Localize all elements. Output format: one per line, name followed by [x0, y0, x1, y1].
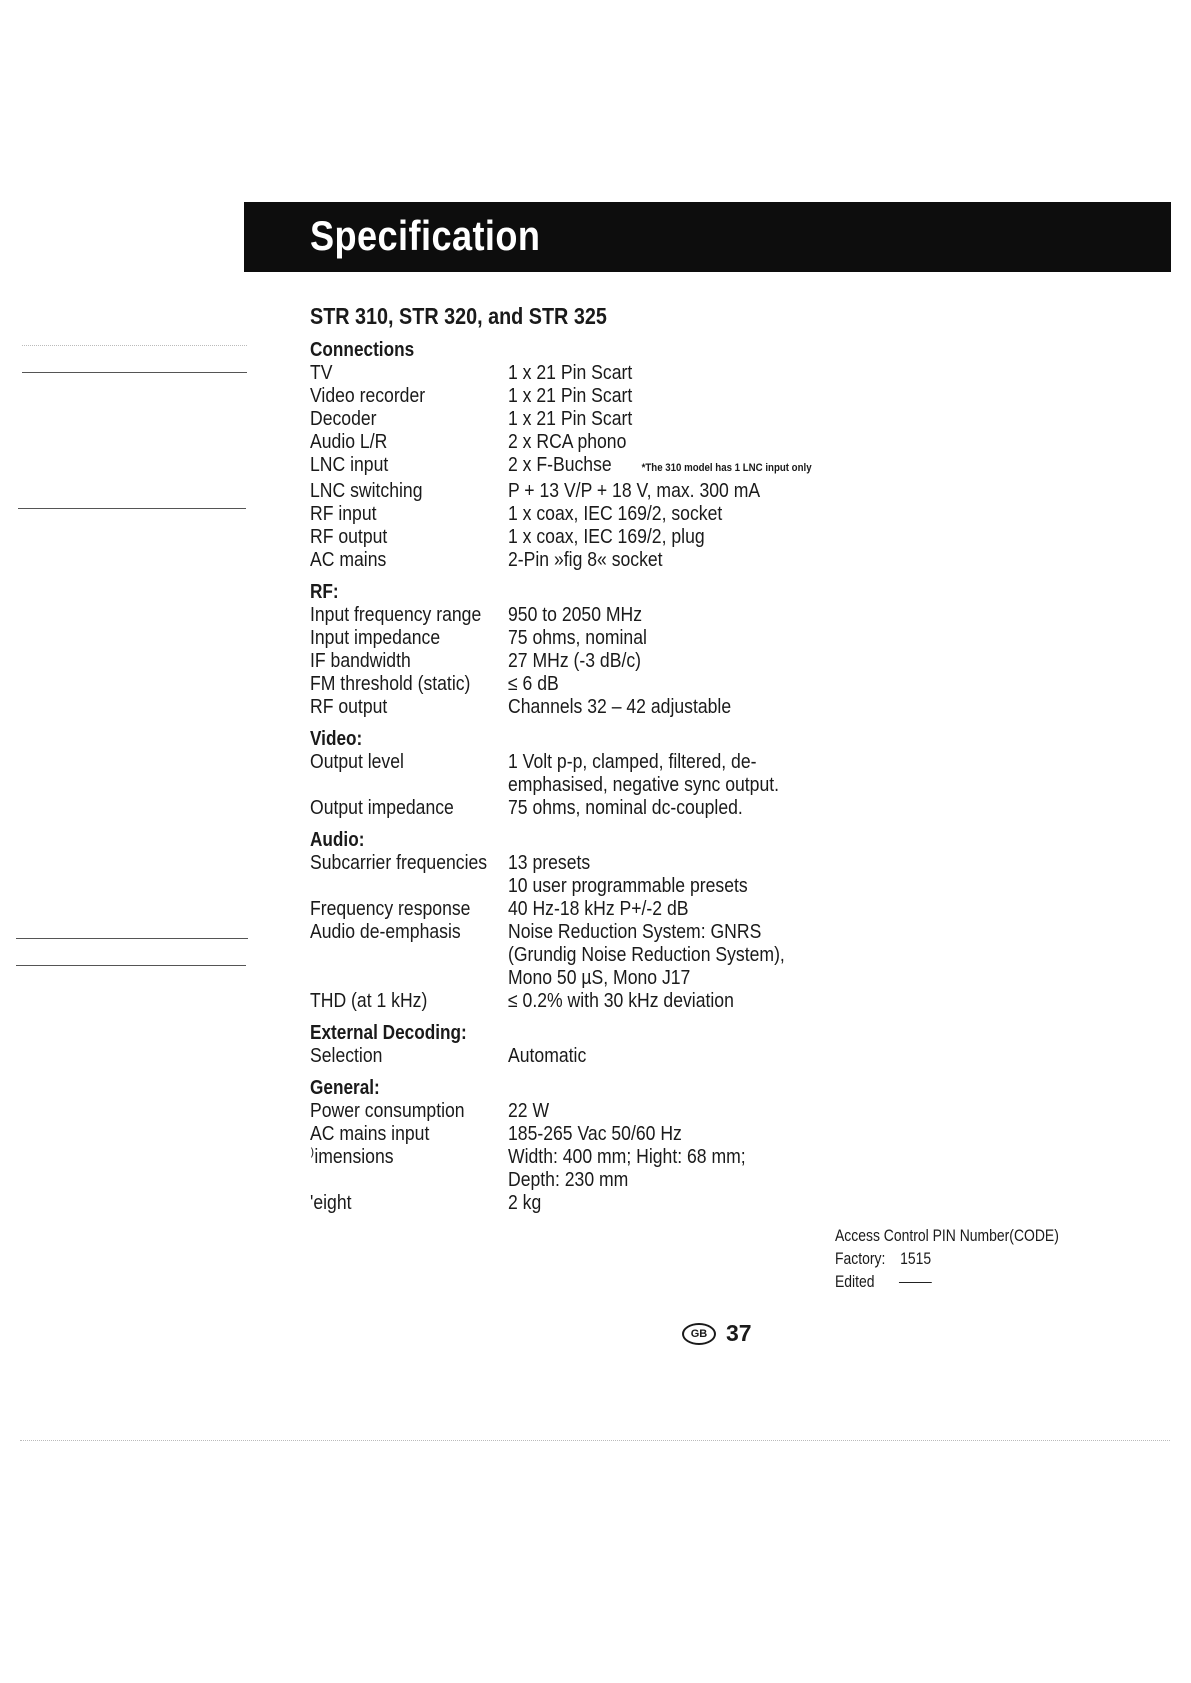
spec-values	[508, 408, 649, 431]
section-title: Connections	[310, 339, 415, 361]
gb-country-icon: GB	[682, 1323, 716, 1345]
spec-value	[508, 852, 748, 875]
spec-values	[508, 480, 794, 503]
spec-row	[310, 604, 890, 627]
spec-label: Selection	[310, 1045, 383, 1067]
spec-values	[508, 526, 731, 549]
spec-row	[310, 408, 890, 431]
spec-label: RF output	[310, 526, 388, 548]
spec-label: ⁾imensions	[310, 1146, 394, 1168]
spec-label: Decoder	[310, 408, 377, 430]
scan-dots	[20, 1440, 1170, 1441]
margin-rule	[16, 965, 246, 966]
spec-value	[508, 362, 632, 385]
document-title: STR 310, STR 320, and STR 325	[310, 303, 607, 329]
spec-value-text: 1 x 21 Pin Scart	[508, 362, 633, 384]
spec-value	[508, 967, 785, 990]
spec-value-text: ≤ 0.2% with 30 kHz deviation	[508, 990, 734, 1012]
section-title: Video:	[310, 728, 363, 750]
section-rows	[310, 362, 890, 572]
spec-values	[508, 604, 660, 627]
spec-row	[310, 1192, 890, 1215]
spec-label: ΑC mains input	[310, 1123, 430, 1145]
spec-value	[508, 1169, 746, 1192]
spec-value-text: 75 ohms, nominal	[508, 627, 647, 649]
spec-value	[508, 944, 785, 967]
spec-value	[508, 503, 722, 526]
spec-row	[310, 362, 890, 385]
edited-label: Edited	[835, 1272, 875, 1291]
spec-values	[508, 1045, 597, 1068]
spec-value	[508, 526, 705, 549]
spec-value	[508, 1146, 746, 1169]
spec-value	[508, 385, 632, 408]
spec-value	[508, 1100, 549, 1123]
spec-value	[508, 875, 748, 898]
spec-row	[310, 673, 890, 696]
spec-value	[508, 797, 743, 820]
spec-row	[310, 990, 890, 1013]
spec-value-text: Automatic	[508, 1045, 587, 1067]
access-control-title: Access Control PIN Number(CODE)	[835, 1226, 1059, 1245]
spec-values	[508, 797, 775, 820]
section-rows	[310, 604, 890, 719]
spec-label: Frequency response	[310, 898, 471, 920]
spec-label: Power consumption	[310, 1100, 465, 1122]
spec-value-text: 1 x coax, IEC 169/2, plug	[508, 526, 705, 548]
spec-value-text: 2 x F-Buchse	[508, 454, 612, 476]
spec-value-text: 2 kg	[508, 1192, 542, 1214]
spec-value-text: 22 W	[508, 1100, 550, 1122]
spec-label: 'eight	[310, 1192, 352, 1214]
spec-row	[310, 526, 890, 549]
spec-value	[508, 480, 760, 503]
spec-label: TV	[310, 362, 333, 384]
spec-row	[310, 431, 890, 454]
spec-label: IF bandwidth	[310, 650, 411, 672]
spec-value	[508, 673, 559, 696]
spec-value	[508, 696, 731, 719]
spec-value-text: 1 x coax, IEC 169/2, socket	[508, 503, 723, 525]
margin-rule	[22, 372, 247, 373]
spec-value-text: Width: 400 mm; Hight: 68 mm;	[508, 1146, 746, 1168]
spec-sections	[310, 339, 890, 1224]
section-rows	[310, 852, 890, 1013]
spec-row	[310, 921, 890, 990]
spec-row	[310, 454, 890, 480]
spec-row	[310, 898, 890, 921]
spec-value-text: 185-265 Vac 50/60 Hz	[508, 1123, 682, 1145]
spec-value-text: 1 x 21 Pin Scart	[508, 408, 633, 430]
spec-value	[508, 627, 647, 650]
spec-values	[508, 852, 780, 898]
spec-value-text: 75 ohms, nominal dc-coupled.	[508, 797, 743, 819]
section-title: RF:	[310, 581, 339, 603]
banner-title: Specification	[310, 212, 541, 259]
spec-values	[508, 431, 643, 454]
spec-row	[310, 480, 890, 503]
spec-label: Input impedance	[310, 627, 441, 649]
section-title: General:	[310, 1077, 380, 1099]
spec-footnote: *The 310 model has 1 LNC input only	[641, 462, 812, 474]
spec-value-text: Mono 50 µS, Mono J17	[508, 967, 691, 989]
spec-value-text: Channels 32 – 42 adjustable	[508, 696, 732, 718]
spec-row	[310, 627, 890, 650]
spec-value-text: 2 x RCA phono	[508, 431, 627, 453]
spec-row	[310, 503, 890, 526]
spec-value-text: Depth: 230 mm	[508, 1169, 629, 1191]
spec-row	[310, 696, 890, 719]
spec-row	[310, 385, 890, 408]
spec-value-text: 40 Hz-18 kHz P+/-2 dB	[508, 898, 689, 920]
spec-value	[508, 1045, 586, 1068]
section-rows	[310, 1100, 890, 1215]
spec-row	[310, 1146, 890, 1192]
page-footer	[682, 1320, 752, 1347]
spec-row	[310, 549, 890, 572]
spec-label: Output level	[310, 751, 404, 773]
spec-values	[508, 696, 762, 719]
spec-values	[508, 549, 684, 572]
access-control-box	[835, 1224, 1059, 1293]
spec-value-text: P + 13 V/P + 18 V, max. 300 mA	[508, 480, 761, 502]
spec-values	[508, 1123, 706, 1146]
spec-label: Subcarrier frequencies	[310, 852, 488, 874]
spec-row	[310, 751, 890, 797]
spec-label: LNC switching	[310, 480, 423, 502]
spec-value	[508, 431, 626, 454]
spec-label: Input frequency range	[310, 604, 482, 626]
spec-label: Audio de-emphasis	[310, 921, 461, 943]
spec-value-text: ≤ 6 dB	[508, 673, 559, 695]
spec-value	[508, 604, 642, 627]
edited-blank-line	[899, 1282, 932, 1283]
section-rows	[310, 751, 890, 820]
spec-row	[310, 650, 890, 673]
spec-value-text: 950 to 2050 MHz	[508, 604, 643, 626]
spec-values	[508, 990, 765, 1013]
spec-label: Output impedance	[310, 797, 454, 819]
spec-value	[508, 408, 632, 431]
spec-value	[508, 774, 779, 797]
spec-label: RF output	[310, 696, 388, 718]
spec-label: FM threshold (static)	[310, 673, 471, 695]
spec-value-text: emphasised, negative sync output.	[508, 774, 780, 796]
spec-values	[508, 921, 823, 990]
factory-code-line	[835, 1247, 1059, 1270]
edited-code-line	[835, 1270, 1059, 1293]
spec-value	[508, 650, 641, 673]
spec-value	[508, 1192, 541, 1215]
spec-label: Audio L/R	[310, 431, 388, 453]
spec-value-text: 27 MHz (-3 dB/c)	[508, 650, 642, 672]
spec-label: THD (at 1 kHz)	[310, 990, 428, 1012]
spec-value-text: 1 Volt p-p, clamped, filtered, de-	[508, 751, 757, 773]
spec-values	[508, 454, 853, 480]
spec-value	[508, 898, 688, 921]
margin-rule	[18, 508, 246, 509]
spec-values	[508, 362, 649, 385]
spec-label: Video recorder	[310, 385, 426, 407]
spec-values	[508, 1100, 555, 1123]
spec-value-text: (Grundig Noise Reduction System),	[508, 944, 785, 966]
factory-code: 1515	[900, 1249, 932, 1268]
spec-value-text: 10 user programmable presets	[508, 875, 748, 897]
section-title: External Decoding:	[310, 1022, 467, 1044]
spec-value	[508, 751, 779, 774]
spec-label: LNC input	[310, 454, 389, 476]
factory-label: Factory:	[835, 1249, 886, 1268]
spec-row	[310, 1100, 890, 1123]
spec-row	[310, 1123, 890, 1146]
spec-row	[310, 797, 890, 820]
spec-row	[310, 852, 890, 898]
section-rows	[310, 1045, 890, 1068]
spec-row	[310, 1045, 890, 1068]
page-number: 37	[726, 1320, 752, 1346]
margin-rule	[16, 938, 248, 939]
spec-value-text: 1 x 21 Pin Scart	[508, 385, 633, 407]
spec-value-text: Noise Reduction System: GNRS	[508, 921, 762, 943]
spec-value-text: 2-Pin »fig 8« socket	[508, 549, 663, 571]
spec-values	[508, 673, 566, 696]
spec-value	[508, 549, 663, 572]
scan-dots	[22, 345, 247, 346]
spec-value	[508, 1123, 682, 1146]
spec-value	[508, 921, 785, 944]
specification-banner	[244, 202, 1171, 272]
spec-values	[508, 627, 666, 650]
spec-values	[508, 898, 713, 921]
spec-label: AC mains	[310, 549, 387, 571]
spec-value	[508, 990, 734, 1013]
spec-value	[508, 454, 812, 480]
spec-value-text: 13 presets	[508, 852, 591, 874]
spec-label: RF input	[310, 503, 377, 525]
spec-values	[508, 1192, 546, 1215]
spec-values	[508, 503, 751, 526]
section-title: Audio:	[310, 829, 365, 851]
spec-values	[508, 1146, 778, 1192]
spec-values	[508, 751, 816, 797]
spec-values	[508, 650, 659, 673]
spec-values	[508, 385, 649, 408]
